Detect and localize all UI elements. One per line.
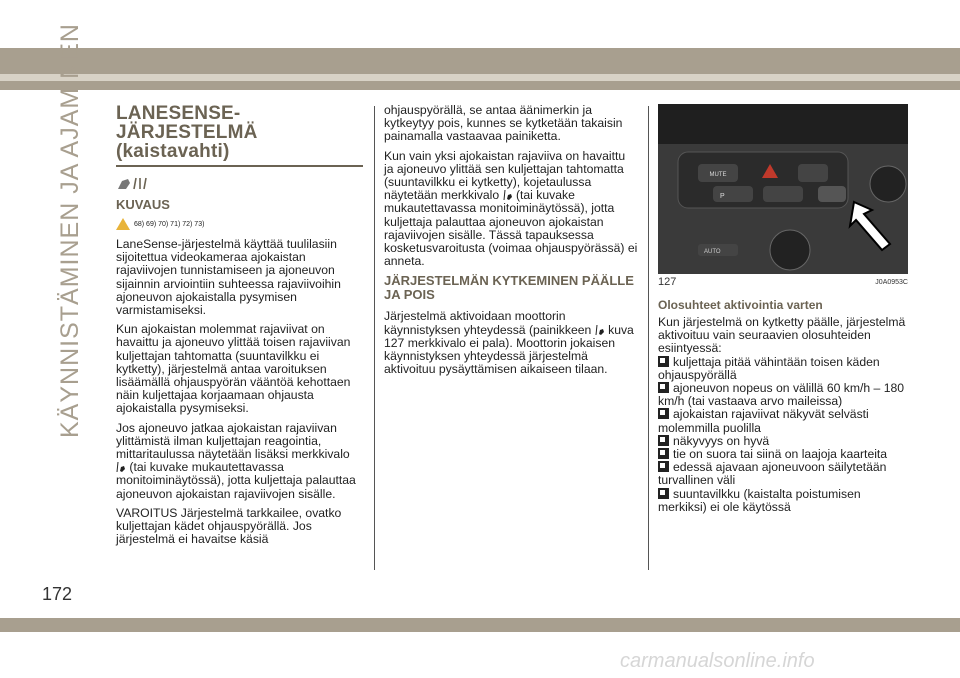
condition-item-text: suuntavilkku (kaistalta poistumisen merkiksi) ei ole käytössä: [658, 486, 861, 514]
section-title: LANESENSE- JÄRJESTELMÄ (kaistavahti): [116, 103, 258, 162]
lane-button-icon: [595, 324, 605, 336]
conditions-list: [658, 356, 908, 514]
lane-warning-icon: [503, 189, 513, 201]
condition-item-text: ajokaistan rajaviivat näkyvät selvästi molemmilla puolilla: [658, 407, 869, 435]
side-label-text: KÄYNNISTÄMINEN JA AJAMINEN: [56, 23, 84, 438]
column-divider-2: [648, 106, 649, 570]
condition-item-text: edessä ajavaan ajoneuvoon säilytetään turvallinen väli: [658, 460, 887, 488]
checkbox-bullet-icon: [658, 382, 669, 393]
conditions-heading: Olosuhteet aktivointia varten: [658, 298, 823, 312]
paragraph-7: [384, 310, 638, 376]
condition-item-text: näkyvyys on hyvä: [673, 433, 770, 448]
dashboard-photo: [658, 104, 908, 274]
lane-warning-icon: [116, 461, 126, 473]
paragraph-6: [384, 150, 638, 269]
paragraph-3-end: (tai kuvake mukautettavassa monitoiminäytössä), jotta kuljettaja palauttaa ajoneuvon ajokaistan rajaviivojen sisälle.: [116, 460, 356, 501]
lane-sense-icon: [116, 175, 363, 191]
paragraph-6-start: Kun vain yksi ajokaistan rajaviiva on havaittu ja ajoneuvo ylittää sen kuljettajan tahtomatta (suuntavilkku ei kytketty), kojetaulussa näytetään merkkivalo: [384, 148, 626, 203]
condition-item-text: kuljettaja pitää vähintään toisen käden ohjauspyörällä: [658, 354, 880, 382]
checkbox-bullet-icon: [658, 488, 669, 499]
bottom-band: [0, 618, 960, 632]
paragraph-7-start: Järjestelmä aktivoidaan moottorin käynnistyksen yhteydessä (painikkeen: [384, 309, 592, 337]
heading-kuvaus: KUVAUS: [116, 197, 170, 212]
paragraph-5: ohjauspyörällä, se antaa äänimerkin ja kytkeytyy pois, kunnes se kytketään takaisin painamalla vastaavaa painiketta.: [384, 103, 623, 144]
condition-item: [658, 356, 908, 382]
paragraph-6-end: (tai kuvake mukautettavassa monitoiminäytössä), jotta kuljettaja palauttaa ajoneuvon ajokaistan rajaviivojen sisälle. Tässä tapauksessa kosketusvaroitusta (voimaa ohjauspyörässä) ei anneta.: [384, 188, 638, 269]
condition-item-text: ajoneuvon nopeus on välillä 60 km/h – 180 km/h (tai vastaava arvo maileissa): [658, 381, 905, 409]
paragraph-4: VAROITUS Järjestelmä tarkkailee, ovatko kuljettajan kädet ohjauspyörällä. Jos järjestelmä ei havaitse käsiä: [116, 505, 342, 547]
warning-icon: [116, 218, 130, 230]
conditions-intro: Kun järjestelmä on kytketty päälle, järjestelmä aktivoituu vain seuraavien olosuhteiden esiintyessä:: [658, 315, 906, 356]
checkbox-bullet-icon: [658, 448, 669, 459]
page-number: 172: [42, 584, 73, 604]
column-1: [116, 104, 363, 552]
paragraph-3: [116, 422, 363, 501]
figure-caption: [658, 276, 908, 288]
column-divider-1: [374, 106, 375, 570]
top-band-stripe: [0, 74, 960, 81]
top-band: [0, 48, 960, 90]
photo-mute-label: MUTE: [709, 172, 727, 178]
photo-auto-label: AUTO: [704, 249, 721, 255]
paragraph-3-start: Jos ajoneuvo jatkaa ajokaistan rajaviivan ylittämistä ilman kuljettajan reagointia, mittaritaulussa näytetään lisäksi merkkivalo: [116, 420, 350, 462]
warning-refs: [116, 218, 363, 230]
condition-item: [658, 488, 908, 514]
photo-p-label: P: [720, 193, 725, 200]
column-3: [658, 104, 908, 514]
watermark: carmanualsonline.info: [620, 650, 815, 672]
checkbox-bullet-icon: [658, 435, 669, 446]
warning-refs-text: 68) 69) 70) 71) 72) 73): [134, 220, 205, 228]
condition-item-text: tie on suora tai siinä on laajoja kaarteita: [673, 447, 888, 462]
paragraph-7-end: kuva 127 merkkivalo ei pala). Moottorin jokaisen käynnistyksen yhteydessä järjestelmä aktivoituu pysäyttämisen aikaiseen tilaan.: [384, 322, 634, 377]
condition-item: [658, 408, 908, 434]
figure-number: 127: [658, 276, 677, 288]
title-rule: [116, 165, 363, 167]
paragraph-2: Kun ajokaistan molemmat rajaviivat on havaittu ja ajoneuvo ylittää toisen rajaviivan kuljettajan tahtomatta (suuntavilkku ei kytketty), järjestelmä antaa varoituksen lisäämällä ohjauspyörän vääntöä kehottaen näin kuljettajaa korjaamaan ohjausta ajokaistalla pysymiseksi.: [116, 322, 351, 416]
column-2: [384, 104, 638, 382]
heading-kytkeminen: JÄRJESTELMÄN KYTKEMINEN PÄÄLLE JA POIS: [384, 273, 634, 303]
condition-item: [658, 461, 908, 487]
figure-code: J0A0953C: [875, 278, 908, 286]
checkbox-bullet-icon: [658, 356, 669, 367]
checkbox-bullet-icon: [658, 461, 669, 472]
condition-item: [658, 382, 908, 408]
paragraph-1: LaneSense-järjestelmä käyttää tuulilasiin sijoitettua videokameraa ajokaistan rajaviivojen tunnistamiseen ja ajoneuvon sijainnin arviointiin suhteessa rajaviivoihin ajoneuvon ajokaistalla pysymisen varmistamiseksi.: [116, 237, 341, 318]
checkbox-bullet-icon: [658, 408, 669, 419]
